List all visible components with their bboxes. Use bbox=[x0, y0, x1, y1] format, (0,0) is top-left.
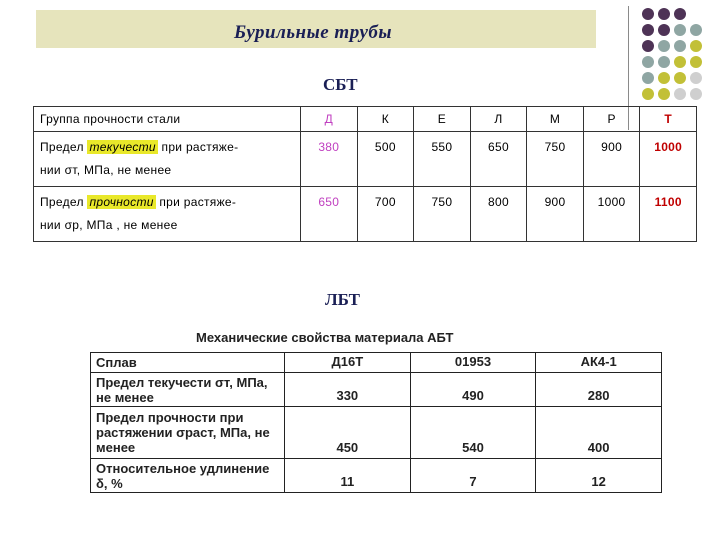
table-header-row bbox=[91, 353, 662, 373]
lbt-table-title: Механические свойства материала АБТ bbox=[196, 330, 454, 345]
row-label-text: Предел bbox=[40, 140, 88, 154]
header-cell: Группа прочности стали bbox=[34, 107, 301, 132]
table-row bbox=[91, 407, 662, 459]
table-row bbox=[91, 373, 662, 407]
table-cell: 11 bbox=[285, 459, 411, 493]
grade-header-cell: Р bbox=[583, 107, 640, 132]
decor-dot bbox=[674, 88, 686, 100]
decor-dot bbox=[642, 56, 654, 68]
row-label-text: нии σр, МПа , не менее bbox=[40, 218, 178, 232]
decor-dot bbox=[642, 8, 654, 20]
header-cell: АК4-1 bbox=[536, 353, 662, 373]
table-cell: 450 bbox=[285, 407, 411, 459]
highlighted-term: текучести bbox=[89, 140, 156, 154]
table-cell: 1100 bbox=[640, 187, 697, 242]
decor-dot bbox=[690, 72, 702, 84]
decor-dot bbox=[674, 40, 686, 52]
decor-dot bbox=[642, 72, 654, 84]
decor-dot bbox=[642, 88, 654, 100]
decor-dot bbox=[658, 8, 670, 20]
section-label-lbt: ЛБТ bbox=[325, 290, 361, 309]
decor-dot bbox=[690, 40, 702, 52]
table-row bbox=[34, 132, 697, 187]
row-label-text: нии σт, МПа, не менее bbox=[40, 163, 172, 177]
table-cell: 1000 bbox=[640, 132, 697, 187]
table-cell: 650 bbox=[470, 132, 527, 187]
decor-dot bbox=[642, 24, 654, 36]
grade-header-cell: Т bbox=[640, 107, 697, 132]
table-cell: 550 bbox=[414, 132, 471, 187]
decor-dot bbox=[658, 56, 670, 68]
grade-header-cell: Д bbox=[301, 107, 358, 132]
decor-dot bbox=[658, 24, 670, 36]
decor-dot bbox=[690, 88, 702, 100]
table-cell: 12 bbox=[536, 459, 662, 493]
decor-dot bbox=[658, 72, 670, 84]
decor-dot bbox=[658, 40, 670, 52]
table-cell: 500 bbox=[357, 132, 414, 187]
grade-header-cell: Е bbox=[414, 107, 471, 132]
decor-dot bbox=[674, 72, 686, 84]
decorative-dot-grid bbox=[638, 8, 718, 112]
row-label: Предел прочности при растяжении σраст, МПа, не менее bbox=[91, 407, 285, 459]
sbt-strength-table bbox=[33, 106, 697, 242]
decor-dot bbox=[674, 56, 686, 68]
header-cell: Д16Т bbox=[285, 353, 411, 373]
row-label: Относительное удлинение δ, % bbox=[91, 459, 285, 493]
decor-dot bbox=[690, 56, 702, 68]
table-cell: 280 bbox=[536, 373, 662, 407]
decor-dot bbox=[658, 88, 670, 100]
row-label-text: при растяже- bbox=[155, 195, 237, 209]
decor-dot bbox=[642, 40, 654, 52]
table-cell: 490 bbox=[410, 373, 536, 407]
table-cell: 900 bbox=[583, 132, 640, 187]
table-row bbox=[91, 459, 662, 493]
row-label-text: при растяже- bbox=[157, 140, 239, 154]
grade-header-cell: Л bbox=[470, 107, 527, 132]
decor-dot bbox=[690, 24, 702, 36]
table-cell: 7 bbox=[410, 459, 536, 493]
lbt-properties-table bbox=[90, 352, 662, 493]
decor-dot bbox=[674, 24, 686, 36]
row-label-strength bbox=[34, 187, 301, 242]
row-label-text: Предел bbox=[40, 195, 88, 209]
highlighted-term: прочности bbox=[89, 195, 154, 209]
table-cell: 750 bbox=[527, 132, 584, 187]
row-label: Предел текучести σт, МПа, не менее bbox=[91, 373, 285, 407]
header-cell: 01953 bbox=[410, 353, 536, 373]
table-cell: 900 bbox=[527, 187, 584, 242]
table-cell: 540 bbox=[410, 407, 536, 459]
slide-title: Бурильные трубы bbox=[234, 22, 393, 43]
row-label-yield bbox=[34, 132, 301, 187]
table-cell: 750 bbox=[414, 187, 471, 242]
grade-header-cell: М bbox=[527, 107, 584, 132]
table-header-row bbox=[34, 107, 697, 132]
table-cell: 700 bbox=[357, 187, 414, 242]
table-cell: 800 bbox=[470, 187, 527, 242]
table-cell: 1000 bbox=[583, 187, 640, 242]
table-cell: 330 bbox=[285, 373, 411, 407]
grade-header-cell: К bbox=[357, 107, 414, 132]
table-cell: 380 bbox=[301, 132, 358, 187]
table-row bbox=[34, 187, 697, 242]
table-cell: 650 bbox=[301, 187, 358, 242]
decor-dot bbox=[674, 8, 686, 20]
section-label-sbt: СБТ bbox=[323, 75, 358, 94]
table-cell: 400 bbox=[536, 407, 662, 459]
header-cell: Сплав bbox=[91, 353, 285, 373]
